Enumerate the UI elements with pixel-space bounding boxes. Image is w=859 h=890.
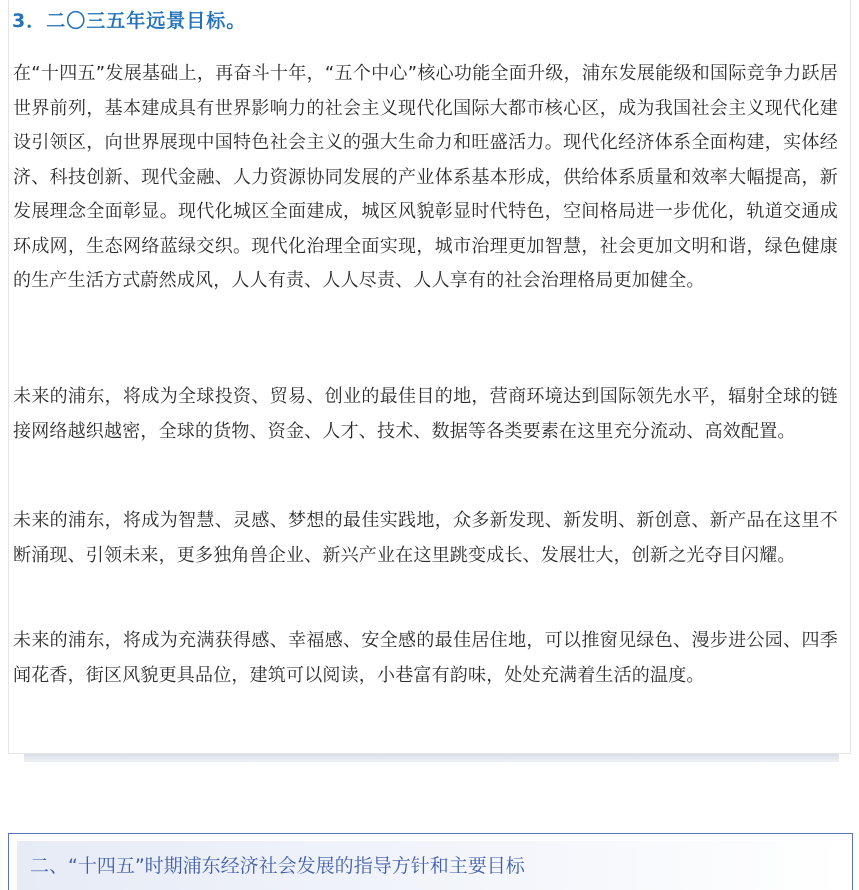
- next-section-header: [8, 833, 853, 890]
- paragraph-living: 未来的浦东，将成为充满获得感、幸福感、安全感的最佳居住地，可以推窗见绿色、漫步进公园、四季闻花香，街区风貌更具品位，建筑可以阅读，小巷富有韵味，处处充满着生活的温度。: [13, 630, 838, 686]
- card-shadow: [24, 754, 839, 762]
- paragraph-vision: 在“十四五”发展基础上，再奋斗十年，“五个中心”核心功能全面升级，浦东发展能级和国际竞争力跃居世界前列，基本建成具有世界影响力的社会主义现代化国际大都市核心区，成为我国社会主义现代化建设引领区，向世界展现中国特色社会主义的强大生命力和旺盛活力。现代化经济体系全面构建，实体经济、科技创新、现代金融、人力资源协同发展的产业体系基本形成，供给体系质量和效率大幅提高，新发展理念全面彰显。现代化城区全面建成，城区风貌彰显时代特色，空间格局进一步优化，轨道交通成环成网，生态网络蓝绿交织。现代化治理全面实现，城市治理更加智慧，社会更加文明和谐，绿色健康的生产生活方式蔚然成风，人人有责、人人尽责、人人享有的社会治理格局更加健全。: [13, 63, 838, 291]
- paragraph-investment: 未来的浦东，将成为全球投资、贸易、创业的最佳目的地，营商环境达到国际领先水平，辐射全球的链接网络越织越密，全球的货物、资金、人才、技术、数据等各类要素在这里充分流动、高效配置。: [13, 386, 838, 442]
- paragraph-innovation: 未来的浦东，将成为智慧、灵感、梦想的最佳实践地，众多新发现、新发明、新创意、新产品在这里不断涌现、引领未来，更多独角兽企业、新兴产业在这里跳变成长、发展壮大，创新之光夺目闪耀。: [13, 510, 838, 566]
- section-header-background: [17, 841, 844, 890]
- section-heading: 3．二〇三五年远景目标。: [12, 10, 247, 32]
- section-title: 二、“十四五”时期浦东经济社会发展的指导方针和主要目标: [30, 855, 525, 877]
